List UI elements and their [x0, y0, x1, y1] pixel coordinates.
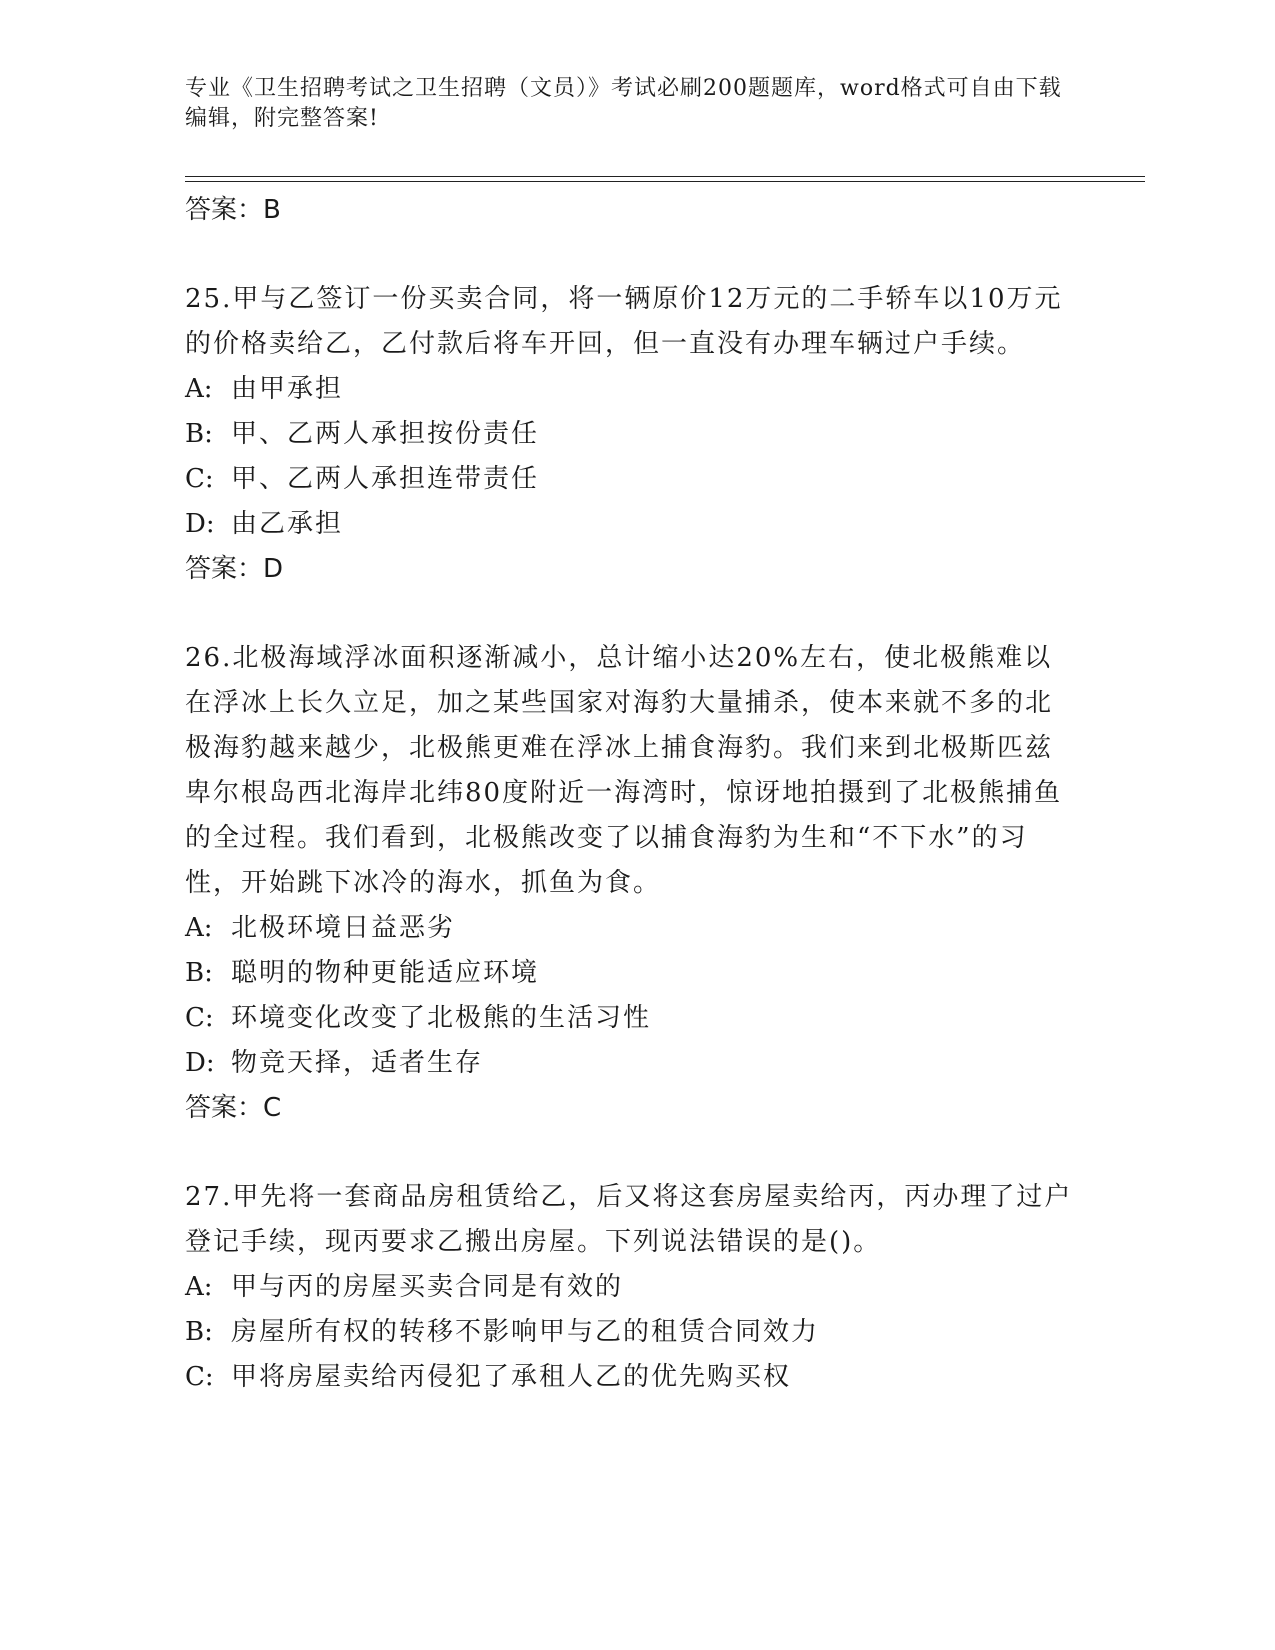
option-text: 由乙承担: [231, 509, 344, 539]
option-text: 甲、乙两人承担按份责任: [231, 419, 540, 449]
answer-line: 答案：B: [185, 195, 281, 225]
option-c: [185, 996, 1080, 1041]
header-divider-bottom: [185, 181, 1145, 182]
option-text: 北极环境日益恶劣: [231, 913, 456, 943]
page-header: 专业《卫生招聘考试之卫生招聘（文员）》考试必刷200题题库，word格式可自由下载编辑，附完整答案!: [185, 76, 1062, 131]
option-text: 甲、乙两人承担连带责任: [231, 464, 540, 494]
option-letter: B:: [185, 958, 213, 988]
option-a: [185, 367, 1080, 412]
option-letter: D:: [185, 509, 215, 539]
option-letter: D:: [185, 1048, 215, 1078]
option-letter: A:: [185, 374, 213, 404]
option-d: [185, 1041, 1080, 1086]
option-text: 房屋所有权的转移不影响甲与乙的租赁合同效力: [231, 1317, 820, 1347]
option-letter: A:: [185, 913, 213, 943]
option-text: 甲与丙的房屋买卖合同是有效的: [231, 1272, 624, 1302]
spacer: [185, 591, 1080, 636]
question-stem: 27.甲先将一套商品房租赁给乙，后又将这套房屋卖给丙，丙办理了过户登记手续，现丙要求乙搬出房屋。下列说法错误的是()。: [185, 1182, 1073, 1257]
option-letter: C:: [185, 1003, 214, 1033]
option-d: [185, 502, 1080, 547]
option-letter: B:: [185, 419, 213, 449]
option-c: [185, 457, 1080, 502]
question-stem: 26.北极海域浮冰面积逐渐减小，总计缩小达20%左右，使北极熊难以在浮冰上长久立足，加之某些国家对海豹大量捕杀，使本来就不多的北极海豹越来越少，北极熊更难在浮冰上捕食海豹。我们来到北极斯匹兹卑尔根岛西北海岸北纬80度附近一海湾时，惊讶地拍摄到了北极熊捕鱼的全过程。我们看到，北极熊改变了以捕食海豹为生和“不下水”的习性，开始跳下冰冷的海水，抓鱼为食。: [185, 643, 1063, 898]
header-divider-top: [185, 176, 1145, 177]
option-letter: C:: [185, 1362, 214, 1392]
answer-line: 答案：D: [185, 554, 284, 584]
option-letter: A:: [185, 1272, 213, 1302]
option-b: [185, 951, 1080, 996]
answer-line: 答案：C: [185, 1093, 282, 1123]
question-list: [185, 188, 1080, 1400]
option-c: [185, 1355, 1080, 1400]
spacer: [185, 232, 1080, 277]
question-block: [185, 1175, 1080, 1400]
option-text: 甲将房屋卖给丙侵犯了承租人乙的优先购买权: [231, 1362, 792, 1392]
question-stem: 25.甲与乙签订一份买卖合同，将一辆原价12万元的二手轿车以10万元的价格卖给乙，乙付款后将车开回，但一直没有办理车辆过户手续。: [185, 284, 1063, 359]
option-text: 由甲承担: [231, 374, 344, 404]
question-block: [185, 636, 1080, 1130]
question-block: [185, 277, 1080, 591]
option-b: [185, 1310, 1080, 1355]
option-text: 环境变化改变了北极熊的生活习性: [231, 1003, 652, 1033]
option-text: 聪明的物种更能适应环境: [231, 958, 540, 988]
option-text: 物竞天择，适者生存: [231, 1048, 484, 1078]
option-a: [185, 1265, 1080, 1310]
option-letter: B:: [185, 1317, 213, 1347]
spacer: [185, 1130, 1080, 1175]
option-letter: C:: [185, 464, 214, 494]
option-a: [185, 906, 1080, 951]
option-b: [185, 412, 1080, 457]
